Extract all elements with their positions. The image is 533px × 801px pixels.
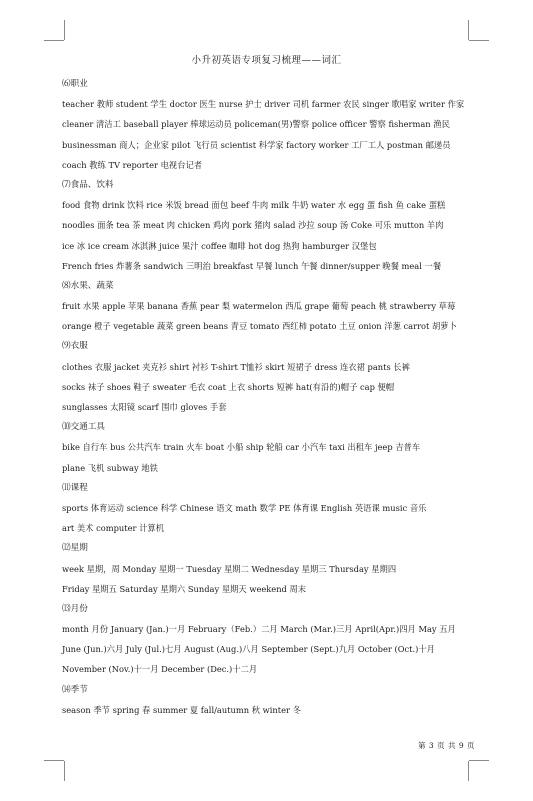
crop-mark [44,760,64,761]
vocabulary-content [62,78,492,724]
text-line: fruit 水果 apple 苹果 banana 香蕉 pear 梨 watermelon 西瓜 grape 葡萄 peach 桃 strawberry 草莓 [62,301,456,312]
text-line: plane 飞机 subway 地铁 [62,462,158,473]
text-line: season 季节 spring 春 summer 夏 fall/autumn 秋 winter 冬 [62,704,301,715]
text-line: November (Nov.)十一月 December (Dec.)十二月 [62,664,258,675]
crop-mark [469,760,489,761]
section-heading: ⒀月份 [62,603,88,614]
text-line: French fries 炸薯条 sandwich 三明治 breakfast 早餐 lunch 午餐 dinner/supper 晚餐 meal 一餐 [62,260,442,271]
crop-mark [44,40,64,41]
text-line: bike 自行车 bus 公共汽车 train 火车 boat 小船 ship 轮船 car 小汽车 taxi 出租车 jeep 吉普车 [62,442,421,453]
text-line: Friday 星期五 Saturday 星期六 Sunday 星期天 weekend 周末 [62,583,307,594]
crop-mark [469,40,489,41]
text-line: art 美术 computer 计算机 [62,523,165,534]
text-line: clothes 衣服 jacket 夹克衫 shirt 衬衫 T-shirt T恤衫 skirt 短裙子 dress 连衣裙 pants 长裤 [62,361,410,372]
text-line: food 食物 drink 饮料 rice 米饭 bread 面包 beef 牛肉 milk 牛奶 water 水 egg 蛋 fish 鱼 cake 蛋糕 [62,200,446,211]
section-heading: ⑼衣服 [62,341,88,352]
crop-mark [64,761,65,781]
text-line: socks 袜子 shoes 鞋子 sweater 毛衣 coat 上衣 shorts 短裤 hat(有沿的)帽子 cap 便帽 [62,381,395,392]
section-heading: ⑿星期 [62,543,88,554]
section-heading: ⑻水果、蔬菜 [62,280,114,291]
text-line: sunglasses 太阳镜 scarf 围巾 gloves 手套 [62,402,227,412]
text-line: June (Jun.)六月 July (Jul.)七月 August (Aug.)八月 September (Sept.)九月 October (Oct.)十月 [62,644,435,655]
text-line: cleaner 清洁工 baseball player 棒球运动员 policeman(男)警察 police officer 警察 fisherman 渔民 [62,119,450,130]
text-line: noodles 面条 tea 茶 meat 肉 chicken 鸡肉 pork 猪肉 salad 沙拉 soup 汤 Coke 可乐 mutton 羊肉 [62,220,444,231]
section-heading: ⑹职业 [62,79,88,89]
section-heading: ⑾课程 [62,482,88,493]
text-line: week 星期，周 Monday 星期一 Tuesday 星期二 Wednesday 星期三 Thursday 星期四 [62,563,397,574]
text-line: orange 橙子 vegetable 蔬菜 green beans 青豆 tomato 西红柿 potato 土豆 onion 洋葱 carrot 胡萝卜 [62,321,457,332]
crop-mark [468,20,469,40]
text-line: sports 体育运动 science 科学 Chinese 语文 math 数学 PE 体育课 English 英语课 music 音乐 [62,502,427,513]
text-line: businessman 商人；企业家 pilot 飞行员 scientist 科学家 factory worker 工厂工人 postman 邮递员 [62,139,451,150]
crop-mark [468,761,469,781]
section-heading: ⑽交通工具 [62,422,105,433]
text-line: month 月份 January (Jan.)一月 February（Feb.）二月 March (Mar.)三月 April(Apr.)四月 May 五月 [62,624,456,635]
text-line: coach 教练 TV reporter 电视台记者 [62,159,203,170]
section-heading: ⒁季节 [62,684,88,695]
crop-mark [64,20,65,40]
text-line: teacher 教师 student 学生 doctor 医生 nurse 护士 driver 司机 farmer 农民 singer 歌唱家 writer 作家 [62,99,465,110]
page-number: 第 3 页 共 9 页 [418,741,475,750]
page-title: 小升初英语专项复习梳理——词汇 [191,55,342,66]
section-heading: ⑺食品、饮料 [62,179,114,190]
text-line: ice 冰 ice cream 冰淇淋 juice 果汁 coffee 咖啡 hot dog 热狗 hamburger 汉堡包 [62,240,377,251]
